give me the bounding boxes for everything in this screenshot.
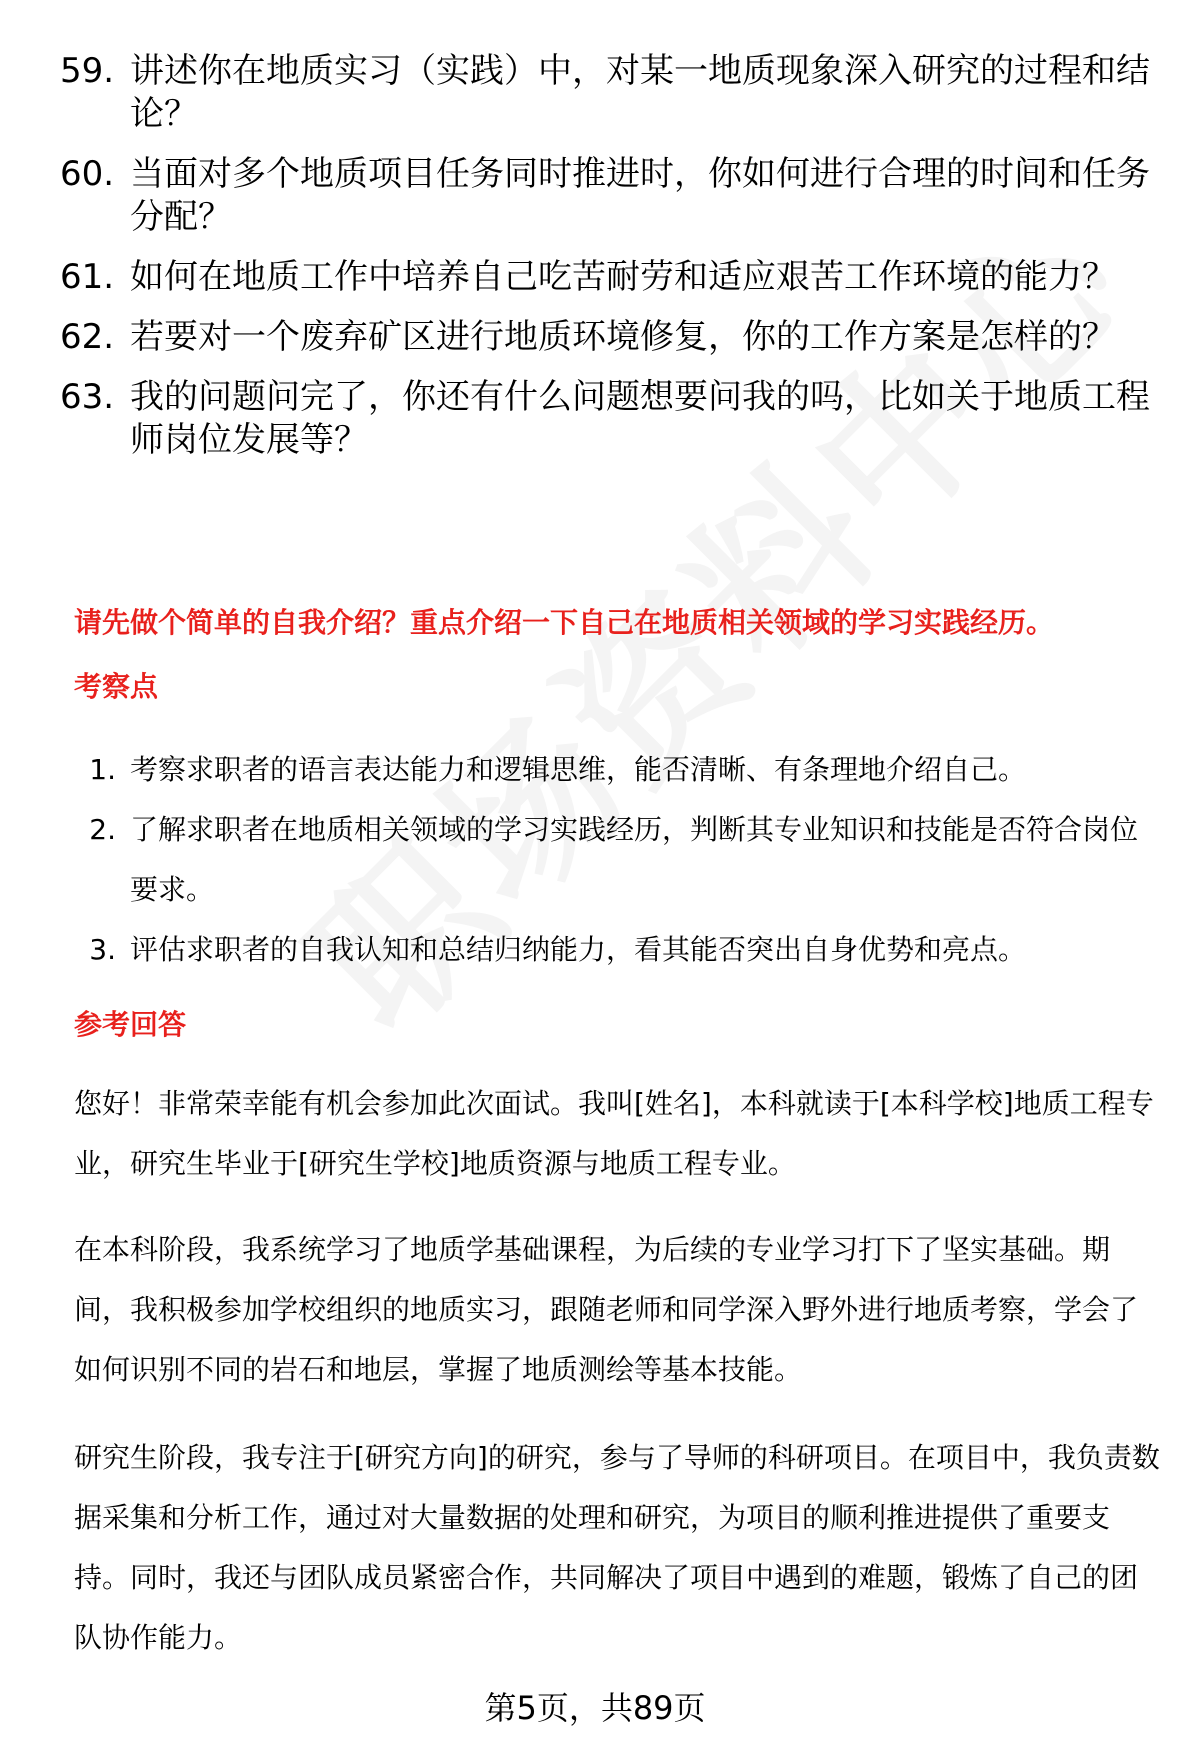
question-text: 我的问题问完了，你还有什么问题想要问我的吗，比如关于地质工程师岗位发展等？ — [130, 377, 1150, 460]
question-number: 60. — [60, 154, 115, 194]
point-number: 1. — [89, 753, 116, 786]
question-number: 62. — [60, 317, 115, 357]
page-footer: 第5页，共89页 — [484, 1689, 706, 1727]
question-number: 63. — [60, 377, 115, 417]
points-list — [74, 740, 1164, 980]
answer-paragraph: 研究生阶段，我专注于[研究方向]的研究，参与了导师的科研项目。在项目中，我负责数据采集和分析工作，通过对大量数据的处理和研究，为项目的顺利推进提供了重要支持。同时，我还与团队成员紧密合作，共同解决了项目中遇到的难题，锻炼了自己的团队协作能力。 — [74, 1441, 1160, 1654]
point-text: 考察求职者的语言表达能力和逻辑思维，能否清晰、有条理地介绍自己。 — [130, 753, 1027, 786]
point-text: 评估求职者的自我认知和总结归纳能力，看其能否突出自身优势和亮点。 — [130, 933, 1027, 966]
question-number: 59. — [60, 51, 115, 91]
question-text: 讲述你在地质实习（实践）中，对某一地质现象深入研究的过程和结论？ — [130, 51, 1150, 134]
answer-paragraph: 您好！非常荣幸能有机会参加此次面试。我叫[姓名]，本科就读于[本科学校]地质工程专业，研究生毕业于[研究生学校]地质资源与地质工程专业。 — [74, 1087, 1154, 1180]
question-text: 若要对一个废弃矿区进行地质环境修复，你的工作方案是怎样的？ — [130, 317, 1116, 357]
point-text: 了解求职者在地质相关领域的学习实践经历，判断其专业知识和技能是否符合岗位要求。 — [130, 813, 1139, 906]
answer-heading: 参考回答 — [74, 1008, 187, 1041]
question-list — [60, 50, 1160, 479]
question-item — [60, 376, 1160, 462]
point-number: 3. — [89, 933, 116, 966]
point-item — [74, 920, 1164, 980]
question-number: 61. — [60, 257, 115, 297]
section-title: 请先做个简单的自我介绍？重点介绍一下自己在地质相关领域的学习实践经历。 — [74, 606, 1055, 639]
question-item — [60, 153, 1160, 239]
points-heading: 考察点 — [74, 670, 159, 703]
question-item — [60, 256, 1160, 299]
question-text: 如何在地质工作中培养自己吃苦耐劳和适应艰苦工作环境的能力？ — [130, 257, 1116, 297]
point-number: 2. — [89, 813, 116, 846]
point-item — [74, 740, 1164, 800]
question-text: 当面对多个地质项目任务同时推进时，你如何进行合理的时间和任务分配？ — [130, 154, 1150, 237]
answer-paragraph: 在本科阶段，我系统学习了地质学基础课程，为后续的专业学习打下了坚实基础。期间，我积极参加学校组织的地质实习，跟随老师和同学深入野外进行地质考察，学会了如何识别不同的岩石和地层，掌握了地质测绘等基本技能。 — [74, 1233, 1139, 1386]
question-item — [60, 316, 1160, 359]
question-item — [60, 50, 1160, 136]
point-item — [74, 800, 1164, 920]
